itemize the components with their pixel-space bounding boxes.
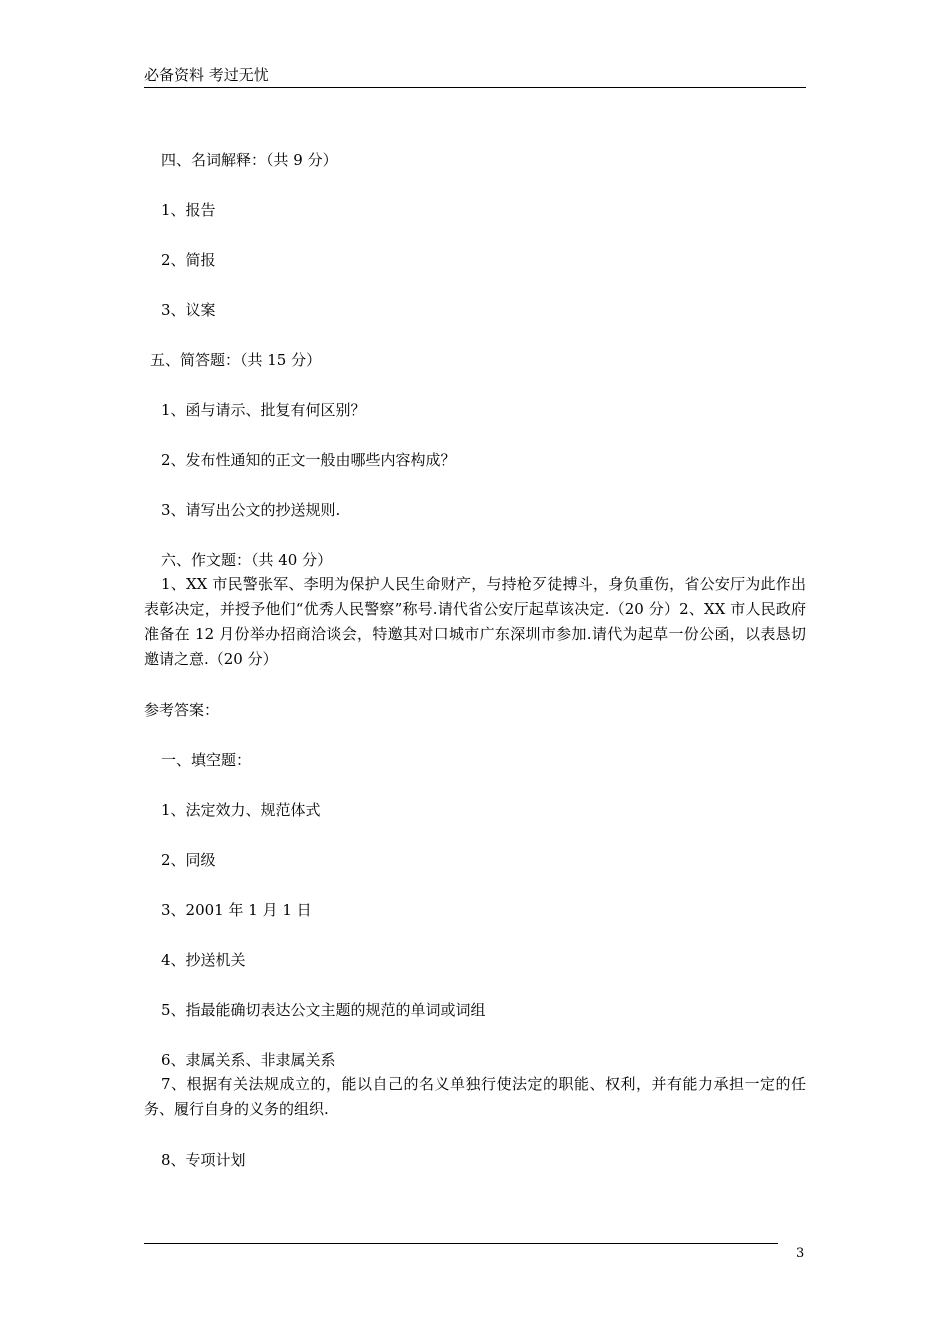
answer-item-8: 8、专项计划 — [161, 1151, 246, 1169]
section4-item-3: 3、议案 — [161, 301, 216, 319]
answer-item-5: 5、指最能确切表达公文主题的规范的单词或词组 — [161, 1001, 486, 1019]
section5-item-1: 1、函与请示、批复有何区别？ — [161, 401, 366, 419]
page-header — [144, 66, 806, 88]
section5-item-3: 3、请写出公文的抄送规则. — [161, 501, 341, 519]
page-number: 3 — [796, 1246, 805, 1261]
answer-item-6: 6、隶属关系、非隶属关系 — [161, 1051, 336, 1069]
answer-item-3: 3、2001 年 1 月 1 日 — [161, 901, 312, 919]
document-body — [144, 148, 806, 1172]
section4-item-2: 2、简报 — [161, 251, 216, 269]
answers-title: 参考答案： — [144, 701, 220, 719]
footer-divider — [144, 1243, 778, 1244]
section4-title: 四、名词解释：（共 9 分） — [161, 151, 338, 169]
section6-paragraph: 1、XX 市民警张军、李明为保护人民生命财产，与持枪歹徒搏斗，身负重伤，省公安厅为此作出表彰决定，并授予他们“优秀人民警察”称号.请代省公安厅起草该决定.（20 分）2、XX 市人民政府准备在 12 月份举办招商洽谈会，特邀其对口城市广东深圳市参加.请代为起草一份公函，以表恳切邀请之意.（20 分） — [144, 575, 806, 668]
section5-item-2: 2、发布性通知的正文一般由哪些内容构成？ — [161, 451, 456, 469]
answer-item-7: 7、根据有关法规成立的，能以自己的名义单独行使法定的职能、权利，并有能力承担一定的任务、履行自身的义务的组织. — [144, 1075, 806, 1118]
answer-item-2: 2、同级 — [161, 851, 216, 869]
section4-item-1: 1、报告 — [161, 201, 216, 219]
answer-item-1: 1、法定效力、规范体式 — [161, 801, 321, 819]
section6-title: 六、作文题：（共 40 分） — [161, 551, 333, 569]
section5-title: 五、简答题：（共 15 分） — [150, 351, 322, 369]
answer-item-4: 4、抄送机关 — [161, 951, 246, 969]
answers-section1-title: 一、填空题： — [161, 751, 252, 769]
header-text: 必备资料 考过无忧 — [144, 66, 269, 84]
